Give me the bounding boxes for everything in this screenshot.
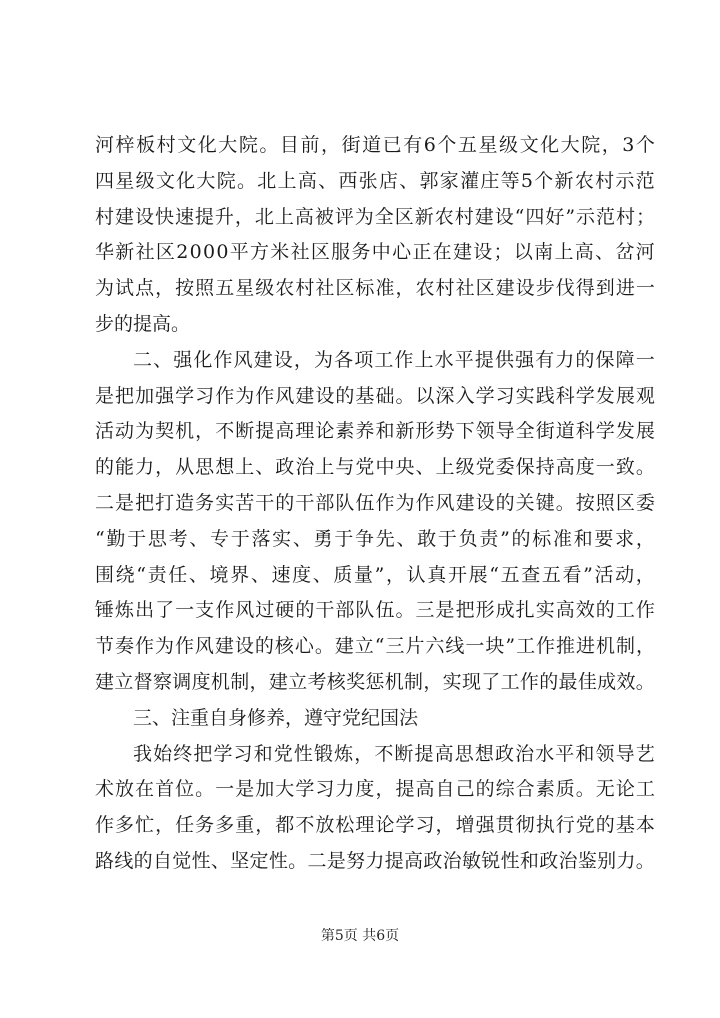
text-line: 节 奏 作 为 作 风 建 设 的 核 心 。 建 立 “ 三 片 六 线 一 块 ” 工 作 推 进 机 制 ， [95, 635, 655, 658]
text-line: 二 、 强 化 作 风 建 设 ， 为 各 项 工 作 上 水 平 提 供 强 有 力 的 保 障 一 [133, 348, 655, 371]
text-line: “ 勤 于 思 考 、 专 于 落 实 、 勇 于 争 先 、 敢 于 负 责 ” 的 标 准 和 要 求 ， [95, 527, 655, 550]
text-line: 路 线 的 自 觉 性 、 坚 定 性 。 二 是 努 力 提 高 政 治 敏 锐 性 和 政 治 鉴 别 力 。 [95, 849, 655, 872]
text-line: 围 绕 “ 责 任 、 境 界 、 速 度 、 质 量 ” ， 认 真 开 展 “ 五 查 五 看 ” 活 动 ， [95, 563, 655, 586]
text-line: 作 多 忙 ， 任 务 多 重 ， 都 不 放 松 理 论 学 习 ， 增 强 贯 彻 执 行 党 的 基 本 [95, 814, 655, 837]
text-line: 三、注重自身修养，遵守党纪国法 [133, 706, 419, 729]
text-line: 步的提高。 [95, 312, 191, 335]
text-line: 河 梓 板 村 文 化 大 院 。 目 前 ， 街 道 已 有 6 个 五 星 级 文 化 大 院 ， 3 个 [95, 134, 655, 156]
text-line: 术 放 在 首 位 。 一 是 加 大 学 习 力 度 ， 提 高 自 己 的 综 合 素 质 。 无 论 工 [95, 778, 655, 801]
text-line: 是 把 加 强 学 习 作 为 作 风 建 设 的 基 础 。 以 深 入 学 习 实 践 科 学 发 展 观 [95, 384, 655, 407]
text-line: 二 是 把 打 造 务 实 苦 干 的 干 部 队 伍 作 为 作 风 建 设 的 关 键 。 按 照 区 委 [95, 491, 655, 514]
text-line: 村 建 设 快 速 提 升 ， 北 上 高 被 评 为 全 区 新 农 村 建 设 “ 四 好 ” 示 范 村 ； [95, 205, 655, 228]
text-line: 华 新 社 区 2 0 0 0 平 方 米 社 区 服 务 中 心 正 在 建 设 ； 以 南 上 高 、 岔 河 [95, 241, 655, 264]
text-line: 锤 炼 出 了 一 支 作 风 过 硬 的 干 部 队 伍 。 三 是 把 形 成 扎 实 高 效 的 工 作 [95, 599, 655, 622]
text-line: 的 能 力 ， 从 思 想 上 、 政 治 上 与 党 中 央 、 上 级 党 委 保 持 高 度 一 致 。 [95, 456, 655, 479]
body-text [95, 128, 655, 880]
text-line: 活 动 为 契 机 ， 不 断 提 高 理 论 素 养 和 新 形 势 下 领 导 全 街 道 科 学 发 展 [95, 420, 655, 443]
text-line: 四 星 级 文 化 大 院 。 北 上 高 、 西 张 店 、 郭 家 灌 庄 等 5 个 新 农 村 示 范 [95, 169, 655, 192]
page-footer: 第5页 共6页 [320, 928, 400, 944]
text-line: 建 立 督 察 调 度 机 制 ， 建 立 考 核 奖 惩 机 制 ， 实 现 了 工 作 的 最 佳 成 效 。 [95, 670, 655, 693]
text-line: 我 始 终 把 学 习 和 党 性 锻 炼 ， 不 断 提 高 思 想 政 治 水 平 和 领 导 艺 [133, 742, 655, 765]
text-line: 为 试 点 ， 按 照 五 星 级 农 村 社 区 标 准 ， 农 村 社 区 建 设 步 伐 得 到 进 一 [95, 277, 655, 300]
